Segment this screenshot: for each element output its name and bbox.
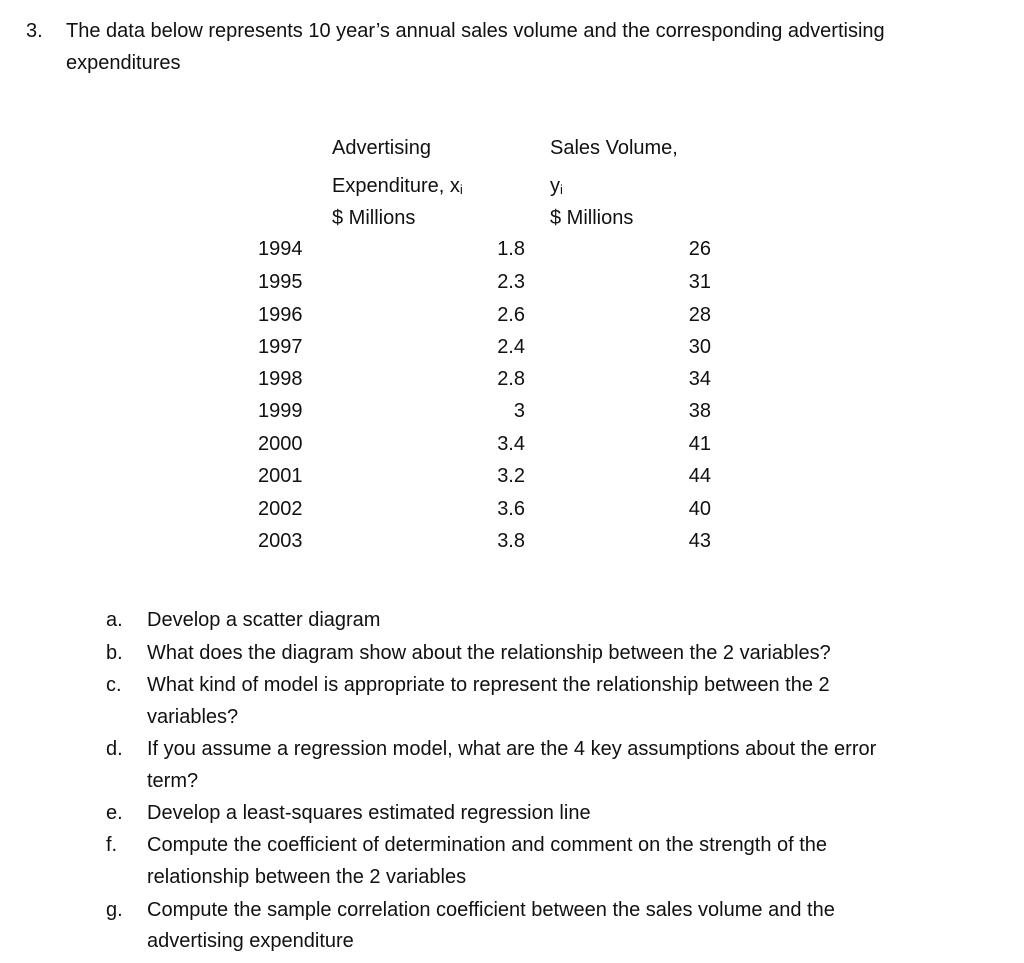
header-x-subscript: i <box>459 182 463 197</box>
subquestion-letter: f. <box>106 834 118 856</box>
header-y-variable: y <box>550 175 560 197</box>
header-y-line-1: Sales Volume, <box>550 137 678 159</box>
table-row <box>0 238 1024 268</box>
year-cell: 1995 <box>258 271 303 293</box>
year-cell: 1994 <box>258 238 303 260</box>
subquestion-text: Compute the coefficient of determination and comment on the strength of the <box>147 834 828 856</box>
advertising-cell: 2.3 <box>497 271 525 293</box>
header-x-line-3: $ Millions <box>332 207 416 229</box>
subquestion-letter: a. <box>106 609 123 631</box>
advertising-cell: 3.8 <box>497 530 525 552</box>
advertising-cell: 3.2 <box>497 465 525 487</box>
table-row <box>0 498 1024 528</box>
year-cell: 1996 <box>258 304 303 326</box>
table-row <box>0 304 1024 334</box>
table-row <box>0 368 1024 398</box>
sales-cell: 43 <box>688 530 711 552</box>
year-cell: 1999 <box>258 400 303 422</box>
advertising-cell: 1.8 <box>497 238 525 260</box>
question-text-line-1: The data below represents 10 year’s annual sales volume and the corresponding advertising <box>66 20 885 42</box>
advertising-cell: 3.4 <box>497 433 525 455</box>
table-row <box>0 336 1024 366</box>
subquestion-text: Develop a least-squares estimated regression line <box>147 802 591 824</box>
table-row <box>0 433 1024 463</box>
subquestion-text: Develop a scatter diagram <box>147 609 381 631</box>
subquestion-text: advertising expenditure <box>147 930 354 952</box>
subquestion-text: Compute the sample correlation coefficient between the sales volume and the <box>147 899 835 921</box>
sales-cell: 31 <box>688 271 711 293</box>
advertising-cell: 2.6 <box>497 304 525 326</box>
year-cell: 2002 <box>258 498 303 520</box>
year-cell: 2000 <box>258 433 303 455</box>
header-x-line-2 <box>332 175 463 198</box>
year-cell: 2001 <box>258 465 303 487</box>
year-cell: 2003 <box>258 530 303 552</box>
subquestion-letter: d. <box>106 738 123 760</box>
sales-cell: 26 <box>688 238 711 260</box>
table-row <box>0 400 1024 430</box>
subquestion-text: relationship between the 2 variables <box>147 866 467 888</box>
header-y-line-2 <box>550 175 563 198</box>
sales-cell: 44 <box>688 465 711 487</box>
sales-cell: 28 <box>688 304 711 326</box>
header-y-line-3: $ Millions <box>550 207 634 229</box>
table-row <box>0 465 1024 495</box>
advertising-cell: 3.6 <box>497 498 525 520</box>
subquestion-letter: c. <box>106 674 122 696</box>
sales-cell: 30 <box>688 336 711 358</box>
table-row <box>0 271 1024 301</box>
table-row <box>0 530 1024 560</box>
sales-cell: 41 <box>688 433 711 455</box>
subquestion-text: If you assume a regression model, what are the 4 key assumptions about the error <box>147 738 877 760</box>
subquestion-text: term? <box>147 770 199 792</box>
question-number: 3. <box>26 20 43 42</box>
header-x-line-1: Advertising <box>332 137 431 159</box>
header-y-subscript: i <box>560 182 563 197</box>
subquestion-letter: g. <box>106 899 123 921</box>
subquestion-letter: e. <box>106 802 123 824</box>
advertising-cell: 3 <box>513 400 525 422</box>
sales-cell: 34 <box>688 368 711 390</box>
header-x-variable: Expenditure, x <box>332 175 460 197</box>
question-text-line-2: expenditures <box>66 52 181 74</box>
subquestion-text: What kind of model is appropriate to represent the relationship between the 2 <box>147 674 830 696</box>
sales-cell: 38 <box>688 400 711 422</box>
subquestion-text: variables? <box>147 706 239 728</box>
sales-cell: 40 <box>688 498 711 520</box>
year-cell: 1998 <box>258 368 303 390</box>
year-cell: 1997 <box>258 336 303 358</box>
advertising-cell: 2.8 <box>497 368 525 390</box>
advertising-cell: 2.4 <box>497 336 525 358</box>
subquestion-text: What does the diagram show about the relationship between the 2 variables? <box>147 642 831 664</box>
subquestion-letter: b. <box>106 642 123 664</box>
